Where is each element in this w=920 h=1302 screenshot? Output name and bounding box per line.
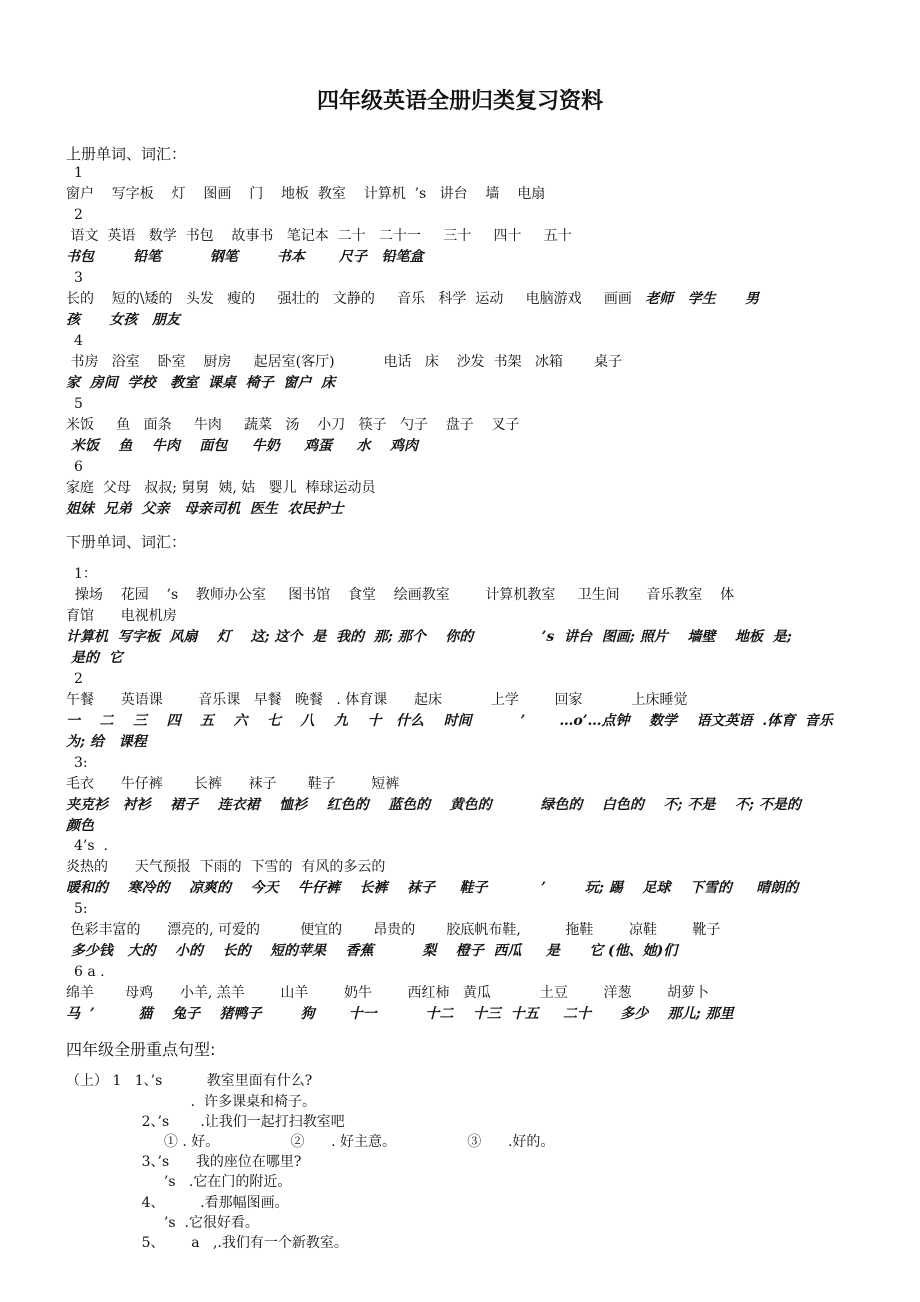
vocab-line-bold: 颜色 <box>66 818 94 834</box>
sentence-patterns-heading: 四年级全册重点句型: <box>66 1040 216 1059</box>
vocab-line <box>66 289 876 310</box>
unit-number: 6 a . <box>74 964 105 980</box>
vocab-line: 毛衣 牛仔裤 长裤 袜子 鞋子 短裤 <box>66 776 400 792</box>
vocab-line-bold: 多少钱 大的 小的 长的 短的苹果 香蕉 梨 橙子 西瓜 是 它 (他、她)们 <box>66 943 678 959</box>
sentence-line: （上） 1 1、’s 教室里面有什么? <box>66 1073 313 1089</box>
vocab-text-bold: 老师 学生 男 <box>645 291 760 307</box>
vocab-line-bold: 家 房间 学校 教室 课桌 椅子 窗户 床 <box>66 375 336 391</box>
sentence-line: . 许多课桌和椅子。 <box>66 1094 316 1110</box>
vocab-text: 长的 短的\矮的 头发 瘦的 强壮的 文静的 音乐 科学 运动 电脑游戏 画画 <box>66 291 646 307</box>
vocab-line-bold: 一 二 三 四 五 六 七 八 九 十 什么 时间 ’ …o’…点钟 数学 语文英语 .体育 音乐 <box>66 713 833 729</box>
sentence-line: ① . 好。 ② . 好主意。 ③ .好的。 <box>66 1134 555 1150</box>
unit-number: 1 <box>74 165 83 181</box>
lower-vocab-heading: 下册单词、词汇： <box>66 533 187 551</box>
vocab-line: 炎热的 天气预报 下雨的 下雪的 有风的多云的 <box>66 859 386 875</box>
vocab-line-bold: 孩 女孩 朋友 <box>66 312 180 328</box>
vocab-line-bold: 姐妹 兄弟 父亲 母亲司机 医生 农民护士 <box>66 501 344 517</box>
vocab-line: 窗户 写字板 灯 图画 门 地板 教室 计算机 ’s 讲台 墙 电扇 <box>66 186 546 202</box>
vocab-line-bold: 为; 给 课程 <box>66 734 147 750</box>
vocab-line-bold: 米饭 鱼 牛肉 面包 牛奶 鸡蛋 水 鸡肉 <box>66 438 418 454</box>
vocab-line: 午餐 英语课 音乐课 早餐 晚餐 . 体育课 起床 上学 回家 上床睡觉 <box>66 692 688 708</box>
unit-number: 3 <box>74 270 83 286</box>
vocab-line-bold: 夹克衫 衬衫 裙子 连衣裙 恤衫 红色的 蓝色的 黄色的 绿色的 白色的 不; 不是 不; 不是的 <box>66 797 801 813</box>
vocab-line: 绵羊 母鸡 小羊, 羔羊 山羊 奶牛 西红柿 黄瓜 土豆 洋葱 胡萝卜 <box>66 985 710 1001</box>
unit-number: 3: <box>74 755 88 771</box>
unit-number: 4’s . <box>74 838 108 854</box>
unit-number: 6 <box>74 459 83 475</box>
unit-number: 5: <box>74 901 88 917</box>
vocab-line: 书房 浴室 卧室 厨房 起居室(客厅) 电话 床 沙发 书架 冰箱 桌子 <box>66 354 623 370</box>
vocab-line-bold: 暖和的 寒冷的 凉爽的 今天 牛仔裤 长裤 袜子 鞋子 ’ 玩; 踢 足球 下雪的 晴朗的 <box>66 880 799 896</box>
vocab-line: 育馆 电视机房 <box>66 608 177 624</box>
vocab-line: 语文 英语 数学 书包 故事书 笔记本 二十 二十一 三十 四十 五十 <box>66 228 572 244</box>
upper-vocab-heading: 上册单词、词汇： <box>66 145 187 163</box>
vocab-line: 家庭 父母 叔叔; 舅舅 姨, 姑 婴儿 棒球运动员 <box>66 480 376 496</box>
unit-number: 2 <box>74 671 83 687</box>
sentence-line: ’s .它在门的附近。 <box>66 1174 292 1190</box>
page-title: 四年级英语全册归类复习资料 <box>316 89 603 114</box>
sentence-line: ’s .它很好看。 <box>66 1215 259 1231</box>
vocab-line: 操场 花园 ’s 教师办公室 图书馆 食堂 绘画教室 计算机教室 卫生间 音乐教室 体 <box>66 587 735 603</box>
sentence-line: 4、 .看那幅图画。 <box>66 1195 289 1211</box>
sentence-line: 3、’s 我的座位在哪里? <box>66 1154 302 1170</box>
sentence-line: 5、 a ,.我们有一个新教室。 <box>66 1235 348 1251</box>
unit-number: 5 <box>74 396 83 412</box>
vocab-line: 色彩丰富的 漂亮的, 可爱的 便宜的 昂贵的 胶底帆布鞋, 拖鞋 凉鞋 靴子 <box>66 922 721 938</box>
vocab-line: 米饭 鱼 面条 牛肉 蔬菜 汤 小刀 筷子 勺子 盘子 叉子 <box>66 417 520 433</box>
vocab-line-bold: 书包 铅笔 钢笔 书本 尺子 铅笔盒 <box>66 249 424 265</box>
sentence-line: 2、’s .让我们一起打扫教室吧 <box>66 1114 345 1130</box>
vocab-line-bold: 是的 它 <box>66 650 123 666</box>
unit-number: 1： <box>74 566 97 582</box>
unit-number: 4 <box>74 333 83 349</box>
vocab-line-bold: 计算机 写字板 风扇 灯 这; 这个 是 我的 那; 那个 你的 ’s 讲台 图画; 照片 墙壁 地板 是; <box>66 629 792 645</box>
vocab-line-bold: 马 ’ 猫 兔子 猪鸭子 狗 十一 十二 十三 十五 二十 多少 那儿; 那里 <box>66 1006 734 1022</box>
unit-number: 2 <box>74 207 83 223</box>
